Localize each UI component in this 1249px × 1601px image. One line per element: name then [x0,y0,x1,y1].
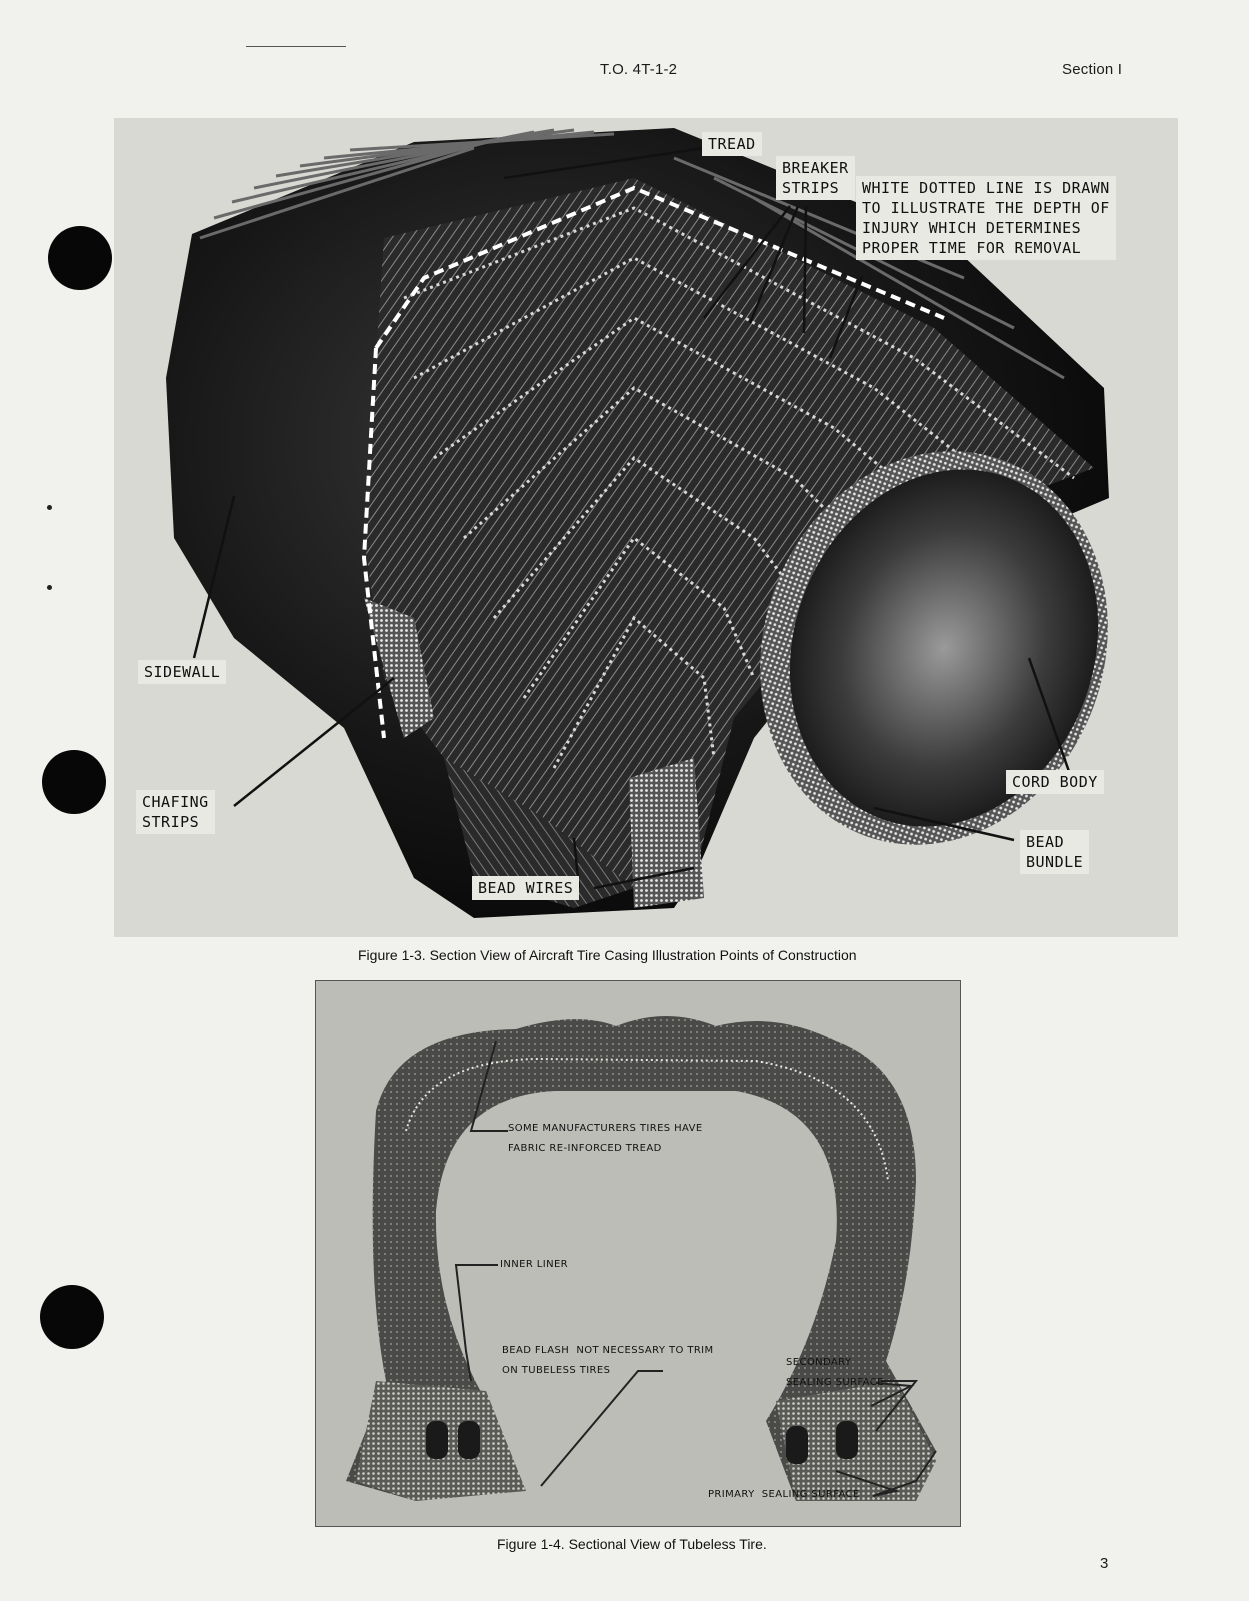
binder-hole-middle [42,750,106,814]
figure-1-4-image [315,980,961,1527]
figure-1-4-caption: Figure 1-4. Sectional View of Tubeless Tire. [497,1536,767,1552]
margin-dot [47,505,52,510]
sidewall-label: SIDEWALL [138,660,226,684]
document-number: T.O. 4T-1-2 [600,61,678,78]
chafing-strips-label: CHAFING STRIPS [136,790,215,834]
bead-bundle-label: BEAD BUNDLE [1020,830,1089,874]
page-number: 3 [1100,1555,1109,1572]
header-rule [246,46,346,47]
secondary-sealing-label: SECONDARY SEALING SURFACE [786,1357,884,1388]
bead-wires-label: BEAD WIRES [472,876,579,900]
breaker-strips-label: BREAKER STRIPS [776,156,855,200]
margin-dot [47,585,52,590]
injury-depth-note: WHITE DOTTED LINE IS DRAWN TO ILLUSTRATE THE DEPTH OF INJURY WHICH DETERMINES PROPER TIME FOR REMOVAL [856,176,1116,260]
figure-1-3-caption: Figure 1-3. Section View of Aircraft Tire Casing Illustration Points of Construction [358,947,857,963]
inner-liner-label: INNER LINER [500,1259,569,1270]
binder-hole-top [48,226,112,290]
cord-body-label: CORD BODY [1006,770,1104,794]
tubeless-tire-section [316,981,960,1526]
tread-label: TREAD [702,132,762,156]
primary-sealing-label: PRIMARY SEALING SURFACE [708,1489,860,1500]
binder-hole-bottom [40,1285,104,1349]
section-label: Section I [1062,61,1123,78]
figure-1-3-image [114,118,1178,937]
bead-flash-note: BEAD FLASH NOT NECESSARY TO TRIM ON TUBELESS TIRES [502,1345,714,1376]
fabric-reinforced-note: SOME MANUFACTURERS TIRES HAVE FABRIC RE-INFORCED TREAD [508,1123,703,1154]
